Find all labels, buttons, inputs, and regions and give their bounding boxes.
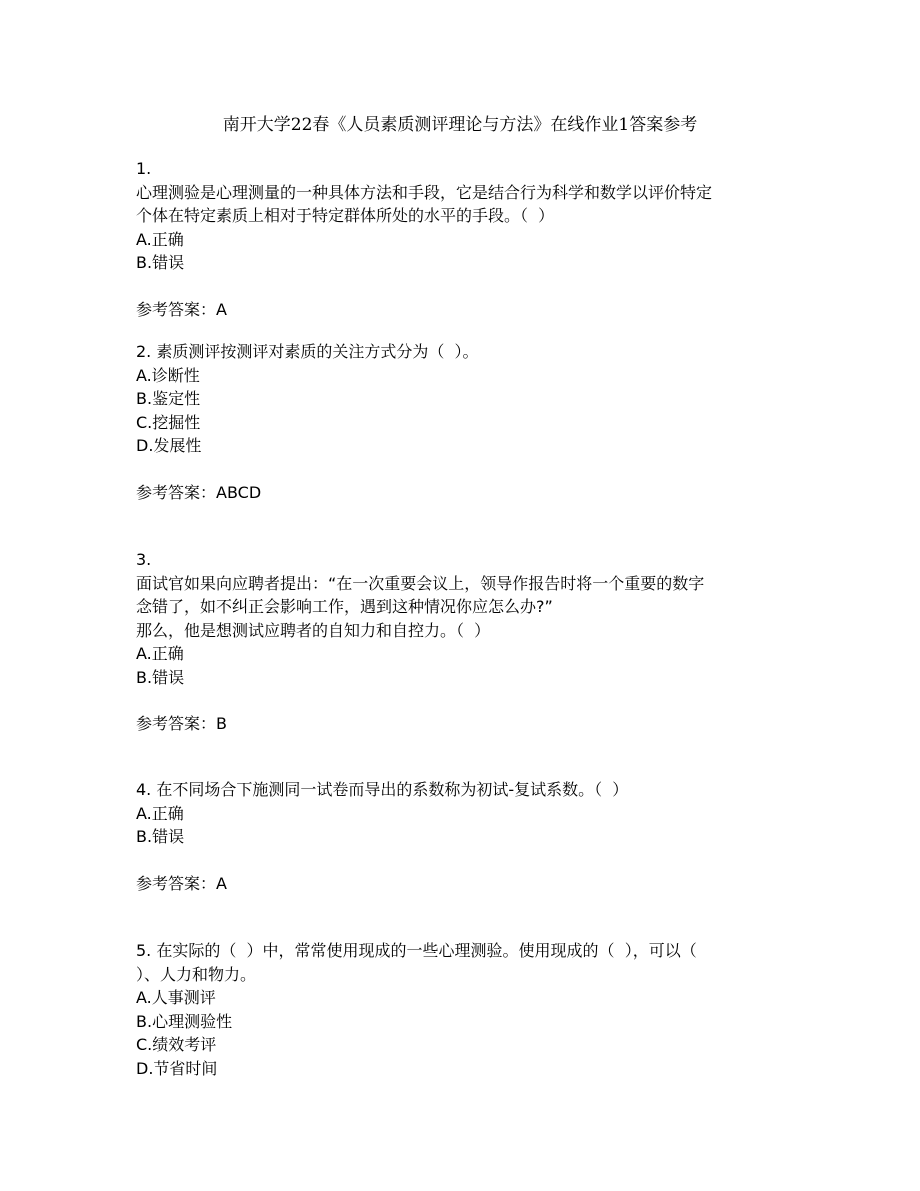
option-b: B.鉴定性 (136, 389, 201, 408)
question-text: 心理测验是心理测量的一种具体方法和手段，它是结合行为科学和数学以评价特定 (136, 182, 713, 202)
question-text: 面试官如果向应聘者提出：“在一次重要会议上，领导作报告时将一个重要的数字 (136, 573, 705, 593)
question-text: ）、人力和物力。 (136, 964, 257, 984)
option-b: B.错误 (136, 253, 185, 272)
option-a: A.正确 (136, 644, 184, 663)
option-a: A.人事测评 (136, 988, 216, 1007)
document-title: 南开大学22春《人员素质测评理论与方法》在线作业1答案参考 (222, 115, 698, 135)
option-d: D.节省时间 (136, 1058, 218, 1078)
question-5 (136, 939, 796, 1080)
option-b: B.错误 (136, 667, 185, 687)
question-text: 个体在特定素质上相对于特定群体所处的水平的手段。（ ） (136, 206, 555, 225)
question-text: 那么，他是想测试应聘者的自知力和自控力。（ ） (136, 620, 491, 640)
question-text: 念错了，如不纠正会影响工作，遇到这种情况你应怎么办?” (136, 597, 553, 616)
question-text: 2. 素质测评按测评对素质的关注方式分为（ ）。 (136, 342, 479, 361)
option-b: B.错误 (136, 827, 185, 846)
question-2 (136, 340, 796, 504)
question-number: 1. (136, 159, 152, 178)
question-text: 4. 在不同场合下施测同一试卷而导出的系数称为初试-复试系数。（ ） (136, 780, 629, 799)
option-d: D.发展性 (136, 436, 202, 455)
question-number: 3. (136, 550, 152, 569)
option-b: B.心理测验性 (136, 1011, 233, 1031)
reference-answer: 参考答案：B (136, 714, 227, 733)
option-c: C.绩效考评 (136, 1035, 217, 1054)
option-a: A.正确 (136, 803, 184, 823)
option-a: A.正确 (136, 229, 184, 249)
reference-answer: 参考答案：A (136, 873, 227, 893)
question-text: 5. 在实际的（ ）中，常常使用现成的一些心理测验。使用现成的（ ），可以（ (136, 941, 697, 960)
reference-answer: 参考答案：ABCD (136, 482, 262, 502)
question-1 (136, 157, 796, 321)
option-c: C.挖掘性 (136, 412, 201, 432)
reference-answer: 参考答案：A (136, 299, 227, 319)
option-a: A.诊断性 (136, 365, 200, 385)
question-4 (136, 778, 796, 895)
question-3 (136, 548, 796, 736)
